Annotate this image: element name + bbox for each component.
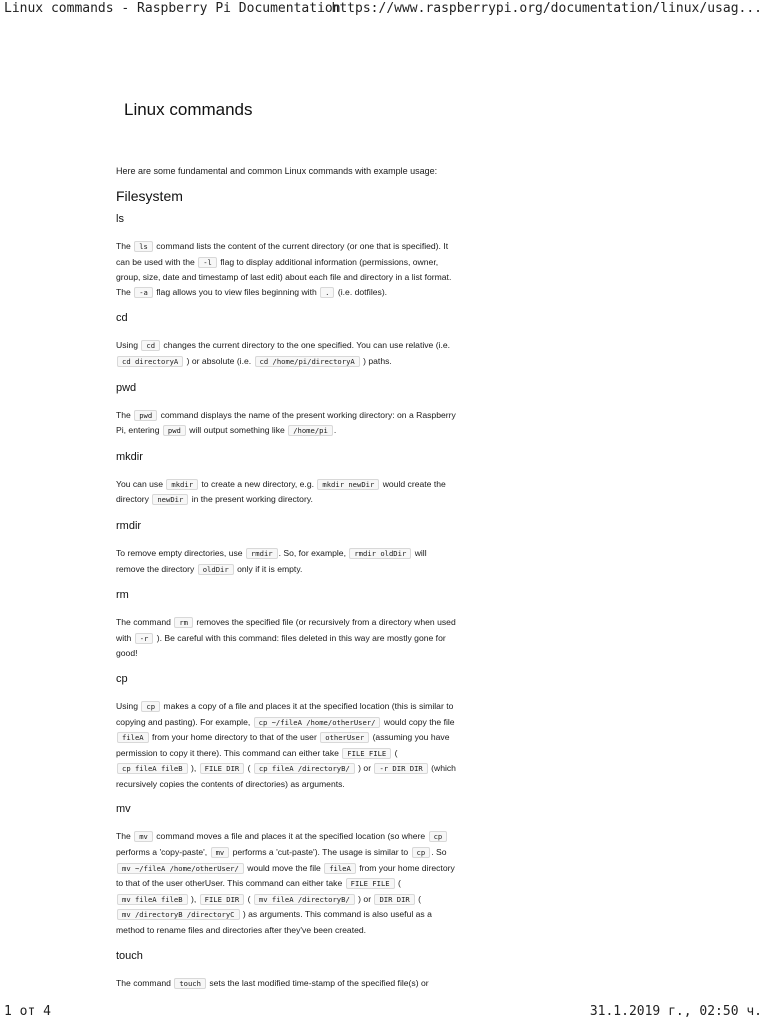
print-footer xyxy=(0,1004,768,1024)
para-rmdir: To remove empty directories, use rmdir . So, for example, rmdir oldDir will remove the directory oldDir only if it is empty. xyxy=(116,547,427,574)
para-mkdir: You can use mkdir to create a new directory, e.g. mkdir newDir would create the directory newDir in the present working directory. xyxy=(116,478,446,505)
code-snippet: newDir xyxy=(152,494,188,505)
code-snippet: cp xyxy=(412,847,431,858)
doc-title: Linux commands xyxy=(124,100,253,119)
code-snippet: touch xyxy=(174,978,206,989)
code-snippet: cd xyxy=(141,340,160,351)
heading-touch: touch xyxy=(116,949,143,962)
heading-ls: ls xyxy=(116,213,124,225)
code-snippet: fileA xyxy=(324,863,356,874)
code-snippet: rmdir oldDir xyxy=(349,548,411,559)
code-snippet: . xyxy=(320,287,334,298)
heading-rm: rm xyxy=(116,589,129,602)
code-snippet: FILE DIR xyxy=(200,894,245,905)
heading-cd: cd xyxy=(116,312,128,325)
code-snippet: cp fileA /directoryB/ xyxy=(254,763,355,774)
code-snippet: mv ~/fileA /home/otherUser/ xyxy=(117,863,244,874)
heading-cp: cp xyxy=(116,672,128,685)
document-content xyxy=(116,100,456,1003)
code-snippet: mv xyxy=(134,831,153,842)
code-snippet: -r xyxy=(135,633,154,644)
heading-mv: mv xyxy=(116,803,131,816)
heading-pwd: pwd xyxy=(116,381,137,394)
code-snippet: fileA xyxy=(117,732,149,743)
code-snippet: mv /directoryB /directoryC xyxy=(117,909,240,920)
code-snippet: cp xyxy=(429,831,448,842)
code-snippet: cd directoryA xyxy=(117,356,183,367)
code-snippet: mv fileA /directoryB/ xyxy=(254,894,355,905)
page-number: 1 от 4 xyxy=(4,1004,51,1019)
code-snippet: cp xyxy=(141,701,160,712)
code-snippet: rm xyxy=(174,617,193,628)
code-snippet: otherUser xyxy=(320,732,369,743)
page-url[interactable]: https://www.raspberrypi.org/documentation/linux/usag... xyxy=(331,1,762,16)
code-snippet: mv xyxy=(211,847,230,858)
code-snippet: -r DIR DIR xyxy=(374,763,427,774)
code-snippet: -a xyxy=(134,287,153,298)
page-title: Linux commands - Raspberry Pi Documentation xyxy=(4,1,341,16)
code-snippet: pwd xyxy=(134,410,157,421)
code-snippet: mkdir newDir xyxy=(317,479,379,490)
print-header xyxy=(0,0,768,18)
code-snippet: oldDir xyxy=(198,564,234,575)
print-datetime: 31.1.2019 г., 02:50 ч. xyxy=(589,1004,762,1019)
code-snippet: mkdir xyxy=(166,479,198,490)
code-snippet: mv fileA fileB xyxy=(117,894,188,905)
code-snippet: pwd xyxy=(163,425,186,436)
code-snippet: cp fileA fileB xyxy=(117,763,188,774)
code-snippet: FILE DIR xyxy=(200,763,245,774)
code-snippet: ls xyxy=(134,241,153,252)
section-filesystem: Filesystem xyxy=(116,188,183,204)
intro-text: Here are some fundamental and common Linux commands with example usage: xyxy=(116,166,438,176)
code-snippet: FILE FILE xyxy=(342,748,391,759)
code-snippet: cd /home/pi/directoryA xyxy=(255,356,360,367)
heading-rmdir: rmdir xyxy=(116,519,142,532)
para-ls: The ls command lists the content of the current directory (or one that is specified). It can be used with the -l flag to display additional information (permissions, owner, group, size, date and timestamp of last edit) about each file and directory in a list format. The -a flag allows you to view files beginning with . (i.e. dotfiles). xyxy=(116,241,452,297)
code-snippet: cp ~/fileA /home/otherUser/ xyxy=(254,717,381,728)
heading-mkdir: mkdir xyxy=(116,450,143,463)
code-snippet: DIR DIR xyxy=(374,894,414,905)
code-snippet: FILE FILE xyxy=(346,878,395,889)
para-touch: The command touch sets the last modified time-stamp of the specified file(s) or xyxy=(116,977,429,988)
para-cp: Using cp makes a copy of a file and places it at the specified location (this is similar to copying and pasting). For example, cp ~/fileA /home/otherUser/ would copy the file fileA from your home directory to that of the user otherUser (assuming you have permission to copy it there). This command can either take FILE FILE ( cp fileA fileB ), FILE DIR ( cp fileA /directoryB/ ) or -r DIR DIR (which recursively copies the contents of directories) as arguments. xyxy=(116,700,456,789)
para-cd: Using cd changes the current directory to the one specified. You can use relative (i.e. cd directoryA ) or absolute (i.e. cd /home/pi/directoryA ) paths. xyxy=(116,340,451,366)
para-rm: The command rm removes the specified file (or recursively from a directory when used with -r ). Be careful with this command: files deleted in this way are mostly gone for good! xyxy=(116,617,456,659)
para-mv: The mv command moves a file and places it at the specified location (so where cp performs a 'copy-paste', mv performs a 'cut-paste'). The usage is similar to cp . So mv ~/fileA /home/otherUser/ would move the file fileA from your home directory to that of the user otherUser. This command can either take FILE FILE ( mv fileA fileB ), FILE DIR ( mv fileA /directoryB/ ) or DIR DIR ( mv /directoryB /directoryC ) as arguments. This command is also useful as a method to rename files and directories after they've been created. xyxy=(116,831,455,936)
code-snippet: -l xyxy=(198,257,217,268)
para-pwd: The pwd command displays the name of the present working directory: on a Raspberry Pi, entering pwd will output something like /home/pi . xyxy=(116,409,456,436)
code-snippet: rmdir xyxy=(246,548,278,559)
code-snippet: /home/pi xyxy=(288,425,333,436)
